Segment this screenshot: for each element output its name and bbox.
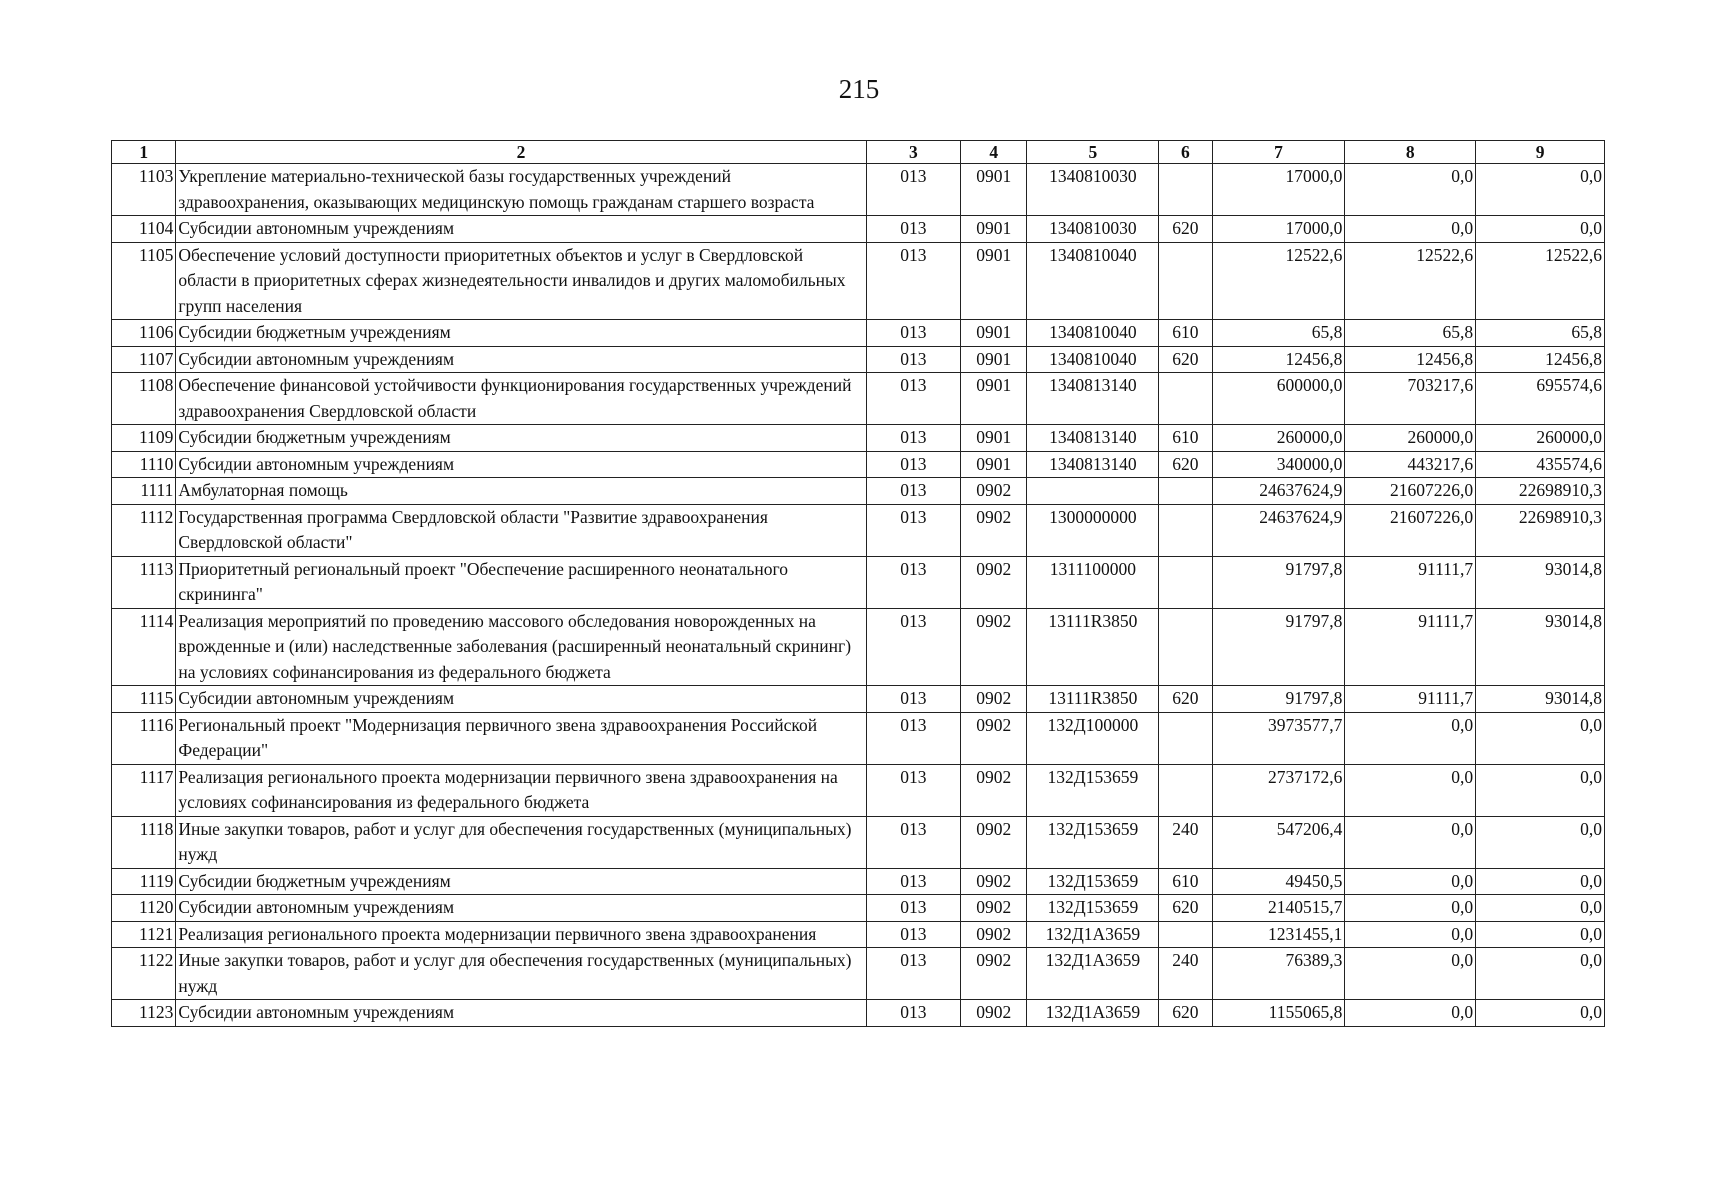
- table-row: [112, 608, 1605, 686]
- row-amount-col8: 0,0: [1345, 764, 1476, 816]
- row-number: 1106: [112, 320, 176, 347]
- row-amount-col7: 17000,0: [1212, 216, 1345, 243]
- row-code-col3: 013: [866, 712, 961, 764]
- row-amount-col7: 3973577,7: [1212, 712, 1345, 764]
- row-code-col6: [1159, 921, 1212, 948]
- row-amount-col7: 17000,0: [1212, 164, 1345, 216]
- row-code-col3: 013: [866, 921, 961, 948]
- row-amount-col7: 2737172,6: [1212, 764, 1345, 816]
- row-number: 1103: [112, 164, 176, 216]
- row-code-col6: 610: [1159, 868, 1212, 895]
- row-code-col5: 1340813140: [1027, 451, 1159, 478]
- row-amount-col9: 93014,8: [1476, 608, 1605, 686]
- row-number: 1113: [112, 556, 176, 608]
- row-code-col6: [1159, 504, 1212, 556]
- row-amount-col8: 21607226,0: [1345, 504, 1476, 556]
- row-description: Государственная программа Свердловской области "Развитие здравоохранения Свердловской области": [176, 504, 866, 556]
- header-row: [112, 141, 1605, 164]
- row-number: 1108: [112, 373, 176, 425]
- row-number: 1118: [112, 816, 176, 868]
- row-amount-col8: 260000,0: [1345, 425, 1476, 452]
- row-code-col6: 620: [1159, 1000, 1212, 1027]
- row-code-col6: 620: [1159, 895, 1212, 922]
- row-code-col5: 132Д1А3659: [1027, 1000, 1159, 1027]
- table-row: [112, 164, 1605, 216]
- row-amount-col9: 695574,6: [1476, 373, 1605, 425]
- table-row: [112, 216, 1605, 243]
- row-code-col4: 0902: [961, 1000, 1027, 1027]
- table-row: [112, 948, 1605, 1000]
- table-row: [112, 346, 1605, 373]
- row-amount-col7: 91797,8: [1212, 608, 1345, 686]
- row-amount-col9: 12522,6: [1476, 242, 1605, 320]
- row-code-col4: 0902: [961, 686, 1027, 713]
- row-number: 1114: [112, 608, 176, 686]
- table-row: [112, 686, 1605, 713]
- row-amount-col9: 0,0: [1476, 764, 1605, 816]
- table-row: [112, 868, 1605, 895]
- row-code-col4: 0902: [961, 816, 1027, 868]
- row-number: 1116: [112, 712, 176, 764]
- row-code-col5: 13111R3850: [1027, 608, 1159, 686]
- row-code-col5: 132Д153659: [1027, 764, 1159, 816]
- row-code-col5: [1027, 478, 1159, 505]
- row-amount-col7: 1155065,8: [1212, 1000, 1345, 1027]
- row-code-col5: 1340810040: [1027, 346, 1159, 373]
- row-amount-col9: 0,0: [1476, 216, 1605, 243]
- row-amount-col9: 22698910,3: [1476, 504, 1605, 556]
- header-col-5: 5: [1027, 141, 1159, 164]
- row-code-col5: 132Д1А3659: [1027, 921, 1159, 948]
- row-amount-col8: 0,0: [1345, 868, 1476, 895]
- row-code-col6: 610: [1159, 320, 1212, 347]
- row-code-col4: 0902: [961, 948, 1027, 1000]
- row-code-col3: 013: [866, 1000, 961, 1027]
- row-amount-col7: 91797,8: [1212, 686, 1345, 713]
- row-code-col5: 1340810040: [1027, 242, 1159, 320]
- row-amount-col8: 12522,6: [1345, 242, 1476, 320]
- row-amount-col9: 0,0: [1476, 1000, 1605, 1027]
- table-row: [112, 764, 1605, 816]
- header-col-4: 4: [961, 141, 1027, 164]
- row-description: Региональный проект "Модернизация первичного звена здравоохранения Российской Федерации": [176, 712, 866, 764]
- row-number: 1107: [112, 346, 176, 373]
- row-description: Субсидии автономным учреждениям: [176, 1000, 866, 1027]
- row-code-col6: 620: [1159, 216, 1212, 243]
- row-number: 1111: [112, 478, 176, 505]
- row-code-col4: 0902: [961, 478, 1027, 505]
- row-amount-col9: 0,0: [1476, 868, 1605, 895]
- row-amount-col8: 0,0: [1345, 1000, 1476, 1027]
- row-amount-col8: 91111,7: [1345, 686, 1476, 713]
- table-row: [112, 451, 1605, 478]
- row-code-col6: 620: [1159, 451, 1212, 478]
- row-description: Субсидии автономным учреждениям: [176, 895, 866, 922]
- row-code-col3: 013: [866, 504, 961, 556]
- row-number: 1110: [112, 451, 176, 478]
- row-number: 1120: [112, 895, 176, 922]
- row-amount-col7: 76389,3: [1212, 948, 1345, 1000]
- row-code-col3: 013: [866, 895, 961, 922]
- row-code-col6: 620: [1159, 346, 1212, 373]
- table-row: [112, 921, 1605, 948]
- row-amount-col9: 0,0: [1476, 921, 1605, 948]
- row-amount-col9: 93014,8: [1476, 556, 1605, 608]
- header-col-1: 1: [112, 141, 176, 164]
- table-row: [112, 242, 1605, 320]
- row-code-col6: [1159, 478, 1212, 505]
- row-code-col4: 0902: [961, 764, 1027, 816]
- row-amount-col8: 443217,6: [1345, 451, 1476, 478]
- row-code-col4: 0902: [961, 556, 1027, 608]
- row-description: Субсидии автономным учреждениям: [176, 346, 866, 373]
- row-number: 1105: [112, 242, 176, 320]
- row-amount-col8: 21607226,0: [1345, 478, 1476, 505]
- row-description: Реализация регионального проекта модернизации первичного звена здравоохранения: [176, 921, 866, 948]
- row-description: Субсидии бюджетным учреждениям: [176, 868, 866, 895]
- row-description: Обеспечение условий доступности приоритетных объектов и услуг в Свердловской области в приоритетных сферах жизнедеятельности инвалидов и других маломобильных групп населения: [176, 242, 866, 320]
- row-description: Реализация регионального проекта модернизации первичного звена здравоохранения на условиях софинансирования из федерального бюджета: [176, 764, 866, 816]
- table-row: [112, 373, 1605, 425]
- row-code-col6: 620: [1159, 686, 1212, 713]
- row-amount-col7: 2140515,7: [1212, 895, 1345, 922]
- row-code-col3: 013: [866, 320, 961, 347]
- row-code-col4: 0901: [961, 320, 1027, 347]
- row-description: Субсидии бюджетным учреждениям: [176, 425, 866, 452]
- row-description: Субсидии автономным учреждениям: [176, 451, 866, 478]
- row-number: 1109: [112, 425, 176, 452]
- row-code-col4: 0901: [961, 425, 1027, 452]
- row-code-col6: 240: [1159, 816, 1212, 868]
- row-description: Реализация мероприятий по проведению массового обследования новорожденных на врожденные и (или) наследственные заболевания (расширенный неонатальный скрининг) на условиях софинансирования из федерального бюджета: [176, 608, 866, 686]
- table-row: [112, 816, 1605, 868]
- table-row: [112, 320, 1605, 347]
- table-row: [112, 556, 1605, 608]
- row-code-col5: 1340813140: [1027, 425, 1159, 452]
- row-code-col3: 013: [866, 868, 961, 895]
- row-code-col3: 013: [866, 373, 961, 425]
- row-code-col5: 1311100000: [1027, 556, 1159, 608]
- row-description: Иные закупки товаров, работ и услуг для обеспечения государственных (муниципальных) нужд: [176, 948, 866, 1000]
- row-number: 1112: [112, 504, 176, 556]
- row-amount-col7: 260000,0: [1212, 425, 1345, 452]
- row-code-col6: [1159, 556, 1212, 608]
- row-code-col4: 0901: [961, 373, 1027, 425]
- row-description: Приоритетный региональный проект "Обеспечение расширенного неонатального скрининга": [176, 556, 866, 608]
- row-amount-col9: 12456,8: [1476, 346, 1605, 373]
- row-amount-col8: 0,0: [1345, 895, 1476, 922]
- row-amount-col9: 93014,8: [1476, 686, 1605, 713]
- row-amount-col7: 12456,8: [1212, 346, 1345, 373]
- row-amount-col9: 0,0: [1476, 164, 1605, 216]
- row-code-col4: 0902: [961, 868, 1027, 895]
- row-code-col5: 132Д100000: [1027, 712, 1159, 764]
- header-col-7: 7: [1212, 141, 1345, 164]
- row-code-col3: 013: [866, 346, 961, 373]
- header-col-3: 3: [866, 141, 961, 164]
- row-amount-col9: 65,8: [1476, 320, 1605, 347]
- table-row: [112, 478, 1605, 505]
- row-amount-col8: 91111,7: [1345, 608, 1476, 686]
- row-code-col6: [1159, 712, 1212, 764]
- row-code-col5: 132Д1А3659: [1027, 948, 1159, 1000]
- row-amount-col9: 260000,0: [1476, 425, 1605, 452]
- row-code-col4: 0901: [961, 451, 1027, 478]
- row-code-col4: 0902: [961, 712, 1027, 764]
- row-description: Амбулаторная помощь: [176, 478, 866, 505]
- row-code-col6: [1159, 764, 1212, 816]
- row-amount-col7: 49450,5: [1212, 868, 1345, 895]
- row-code-col5: 1300000000: [1027, 504, 1159, 556]
- row-code-col3: 013: [866, 556, 961, 608]
- row-code-col3: 013: [866, 686, 961, 713]
- row-code-col4: 0902: [961, 504, 1027, 556]
- row-code-col4: 0902: [961, 608, 1027, 686]
- row-number: 1122: [112, 948, 176, 1000]
- row-amount-col8: 91111,7: [1345, 556, 1476, 608]
- row-code-col5: 132Д153659: [1027, 868, 1159, 895]
- table-row: [112, 895, 1605, 922]
- row-amount-col9: 22698910,3: [1476, 478, 1605, 505]
- table-row: [112, 504, 1605, 556]
- row-amount-col7: 91797,8: [1212, 556, 1345, 608]
- row-code-col5: 1340810030: [1027, 216, 1159, 243]
- header-col-8: 8: [1345, 141, 1476, 164]
- row-number: 1115: [112, 686, 176, 713]
- row-amount-col9: 0,0: [1476, 895, 1605, 922]
- row-amount-col9: 0,0: [1476, 948, 1605, 1000]
- row-code-col3: 013: [866, 242, 961, 320]
- row-number: 1104: [112, 216, 176, 243]
- row-code-col4: 0902: [961, 921, 1027, 948]
- row-amount-col9: 0,0: [1476, 816, 1605, 868]
- row-code-col4: 0901: [961, 242, 1027, 320]
- row-amount-col8: 0,0: [1345, 948, 1476, 1000]
- page-number: 215: [838, 74, 880, 104]
- row-description: Субсидии бюджетным учреждениям: [176, 320, 866, 347]
- row-code-col5: 1340810040: [1027, 320, 1159, 347]
- row-code-col3: 013: [866, 948, 961, 1000]
- row-amount-col8: 0,0: [1345, 164, 1476, 216]
- row-number: 1123: [112, 1000, 176, 1027]
- row-amount-col8: 0,0: [1345, 216, 1476, 243]
- row-amount-col8: 0,0: [1345, 712, 1476, 764]
- row-number: 1117: [112, 764, 176, 816]
- row-amount-col8: 703217,6: [1345, 373, 1476, 425]
- budget-table: [111, 140, 1605, 1027]
- row-code-col6: [1159, 242, 1212, 320]
- row-code-col3: 013: [866, 816, 961, 868]
- row-amount-col9: 0,0: [1476, 712, 1605, 764]
- row-amount-col8: 0,0: [1345, 816, 1476, 868]
- row-code-col3: 013: [866, 764, 961, 816]
- table-row: [112, 1000, 1605, 1027]
- table-row: [112, 425, 1605, 452]
- row-code-col6: [1159, 373, 1212, 425]
- row-amount-col7: 24637624,9: [1212, 504, 1345, 556]
- row-code-col4: 0901: [961, 346, 1027, 373]
- row-amount-col8: 65,8: [1345, 320, 1476, 347]
- header-col-9: 9: [1476, 141, 1605, 164]
- row-amount-col7: 1231455,1: [1212, 921, 1345, 948]
- row-amount-col7: 65,8: [1212, 320, 1345, 347]
- row-code-col6: 610: [1159, 425, 1212, 452]
- row-code-col5: 132Д153659: [1027, 895, 1159, 922]
- row-code-col6: [1159, 164, 1212, 216]
- row-code-col4: 0902: [961, 895, 1027, 922]
- header-col-6: 6: [1159, 141, 1212, 164]
- row-code-col3: 013: [866, 608, 961, 686]
- table-body: [112, 164, 1605, 1027]
- row-code-col3: 013: [866, 216, 961, 243]
- row-number: 1121: [112, 921, 176, 948]
- row-amount-col7: 24637624,9: [1212, 478, 1345, 505]
- row-amount-col7: 600000,0: [1212, 373, 1345, 425]
- row-code-col4: 0901: [961, 164, 1027, 216]
- header-col-2: 2: [176, 141, 866, 164]
- row-amount-col8: 12456,8: [1345, 346, 1476, 373]
- row-description: Иные закупки товаров, работ и услуг для обеспечения государственных (муниципальных) нужд: [176, 816, 866, 868]
- row-code-col6: [1159, 608, 1212, 686]
- row-description: Субсидии автономным учреждениям: [176, 686, 866, 713]
- row-code-col5: 132Д153659: [1027, 816, 1159, 868]
- row-code-col3: 013: [866, 425, 961, 452]
- row-code-col4: 0901: [961, 216, 1027, 243]
- row-description: Субсидии автономным учреждениям: [176, 216, 866, 243]
- table-row: [112, 712, 1605, 764]
- row-code-col5: 1340813140: [1027, 373, 1159, 425]
- row-code-col3: 013: [866, 478, 961, 505]
- row-amount-col8: 0,0: [1345, 921, 1476, 948]
- row-number: 1119: [112, 868, 176, 895]
- table-header: [112, 141, 1605, 164]
- row-amount-col7: 547206,4: [1212, 816, 1345, 868]
- row-code-col3: 013: [866, 451, 961, 478]
- row-description: Укрепление материально-технической базы государственных учреждений здравоохранения, оказывающих медицинскую помощь гражданам старшего возраста: [176, 164, 866, 216]
- row-amount-col7: 340000,0: [1212, 451, 1345, 478]
- row-code-col6: 240: [1159, 948, 1212, 1000]
- row-code-col5: 13111R3850: [1027, 686, 1159, 713]
- row-description: Обеспечение финансовой устойчивости функционирования государственных учреждений здравоохранения Свердловской области: [176, 373, 866, 425]
- row-code-col5: 1340810030: [1027, 164, 1159, 216]
- row-amount-col9: 435574,6: [1476, 451, 1605, 478]
- row-amount-col7: 12522,6: [1212, 242, 1345, 320]
- row-code-col3: 013: [866, 164, 961, 216]
